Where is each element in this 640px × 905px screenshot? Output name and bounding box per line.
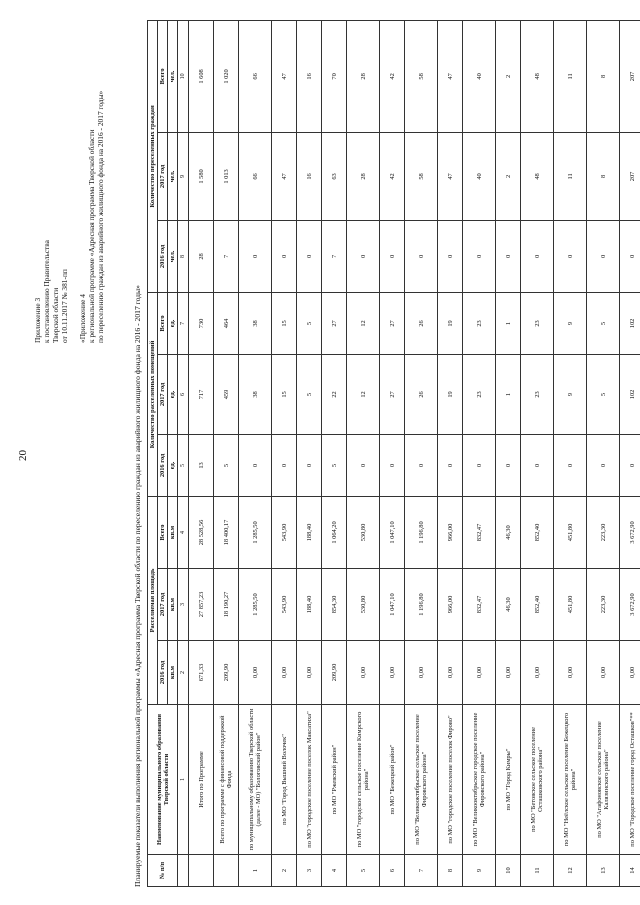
year-2016-header: 2016 год [158, 640, 168, 704]
municipality-cell: по МО "городское сельское поселение Кимрского района" [347, 704, 380, 854]
year-2017-header: 2017 год [158, 354, 168, 434]
value-cell: 26 [405, 292, 438, 354]
index-cell [178, 854, 189, 886]
value-cell: 966,00 [438, 496, 463, 568]
index-cell: 1 [178, 704, 189, 854]
value-cell: 7 [214, 220, 239, 292]
year-2017-header: 2017 год [158, 568, 168, 640]
municipality-cell: Всего по программе с финансовой поддержкой Фонда [214, 704, 239, 854]
municipality-cell: по МО "Городское поселение город Осташков"** [620, 704, 640, 854]
municipality-cell: по МО "Великооктябрьское городское поселение Фировского района" [463, 704, 496, 854]
people-group-header: Количество переселенных граждан [148, 20, 158, 292]
table-row [438, 20, 463, 886]
municipality-cell: Итого по Программе [189, 704, 214, 854]
value-cell: 23 [463, 354, 496, 434]
value-cell: 8 [587, 132, 620, 220]
table-row [297, 20, 322, 886]
value-cell: 12 [347, 354, 380, 434]
value-cell: 1 [496, 292, 521, 354]
value-cell: 5 [322, 434, 347, 496]
row-number-cell: 6 [380, 854, 405, 886]
index-cell: 9 [178, 132, 189, 220]
value-cell: 0,00 [587, 640, 620, 704]
value-cell: 9 [554, 292, 587, 354]
value-cell: 48 [521, 20, 554, 132]
appendix-line: Приложение 3 [33, 297, 42, 343]
table-body [189, 20, 640, 886]
row-number-cell: 1 [239, 854, 272, 886]
row-number-cell: 3 [297, 854, 322, 886]
value-cell: 66 [239, 20, 272, 132]
value-cell: 27 [322, 292, 347, 354]
value-cell: 40 [463, 20, 496, 132]
value-cell: 5 [297, 354, 322, 434]
appendix-line: Тверской области [51, 287, 60, 343]
value-cell: 0 [620, 434, 640, 496]
row-number-cell: 4 [322, 854, 347, 886]
value-cell: 0 [496, 434, 521, 496]
value-cell: 1 047,10 [380, 496, 405, 568]
value-cell: 0 [587, 434, 620, 496]
value-cell: 209,90 [214, 640, 239, 704]
value-cell: 0 [405, 434, 438, 496]
value-cell: 0 [438, 434, 463, 496]
rooms-group-header: Количество расселенных помещений [148, 292, 158, 496]
row-number-cell: 13 [587, 854, 620, 886]
row-number-cell [214, 854, 239, 886]
value-cell: 5 [214, 434, 239, 496]
value-cell: 42 [380, 132, 405, 220]
value-cell: 1 196,80 [405, 568, 438, 640]
value-cell: 0,00 [521, 640, 554, 704]
value-cell: 0 [380, 220, 405, 292]
row-number-cell: 12 [554, 854, 587, 886]
value-cell: 102 [620, 354, 640, 434]
unit-cell: ед. [168, 434, 178, 496]
value-cell: 0 [521, 434, 554, 496]
value-cell: 27 [380, 354, 405, 434]
value-cell: 0 [463, 434, 496, 496]
value-cell: 47 [438, 132, 463, 220]
row-number-cell [189, 854, 214, 886]
value-cell: 0,00 [405, 640, 438, 704]
value-cell: 0,00 [297, 640, 322, 704]
unit-cell: ед. [168, 292, 178, 354]
value-cell: 38 [239, 292, 272, 354]
value-cell: 451,80 [554, 568, 587, 640]
appendix-line: по переселению граждан из аварийного жилищного фонда на 2016 - 2017 годы» [96, 90, 105, 343]
year-2016-header: 2016 год [158, 434, 168, 496]
value-cell: 0,00 [554, 640, 587, 704]
value-cell: 18 400,17 [214, 496, 239, 568]
value-cell: 530,80 [347, 568, 380, 640]
value-cell: 209,90 [322, 640, 347, 704]
value-cell: 19 [438, 354, 463, 434]
value-cell: 9 [554, 354, 587, 434]
value-cell: 47 [272, 20, 297, 132]
value-cell: 1 013 [214, 132, 239, 220]
value-cell: 0 [297, 220, 322, 292]
value-cell: 16 [297, 132, 322, 220]
municipality-cell: по МО "Город Вышний Волочек" [272, 704, 297, 854]
index-cell: 6 [178, 354, 189, 434]
unit-cell: кв.м [168, 496, 178, 568]
row-number-cell: 5 [347, 854, 380, 886]
value-cell: 11 [554, 132, 587, 220]
indicators-table [147, 19, 640, 886]
value-cell: 3 672,90 [620, 496, 640, 568]
index-cell: 3 [178, 568, 189, 640]
page-number: 20 [17, 449, 29, 461]
unit-cell: чел. [168, 220, 178, 292]
value-cell: 854,30 [322, 568, 347, 640]
value-cell: 832,47 [463, 568, 496, 640]
row-number-cell: 2 [272, 854, 297, 886]
table-row [380, 20, 405, 886]
row-number-cell: 14 [620, 854, 640, 886]
total-header: Всего [158, 20, 168, 132]
value-cell: 28 [189, 220, 214, 292]
municipality-cell: по МО "городское поселение поселок Максатиха" [297, 704, 322, 854]
value-cell: 47 [438, 20, 463, 132]
appendix-line: «Приложение 4 [78, 293, 87, 343]
value-cell: 0 [297, 434, 322, 496]
row-number-cell: 10 [496, 854, 521, 886]
value-cell: 3 672,90 [620, 568, 640, 640]
value-cell: 5 [297, 292, 322, 354]
value-cell: 1 285,50 [239, 568, 272, 640]
value-cell: 1 [496, 354, 521, 434]
value-cell: 38 [239, 354, 272, 434]
value-cell: 852,40 [521, 568, 554, 640]
value-cell: 1 196,80 [405, 496, 438, 568]
municipality-cell: по МО "Великооктябрьское сельское поселение Фировского района" [405, 704, 438, 854]
unit-cell: кв.м [168, 640, 178, 704]
year-2016-header: 2016 год [158, 220, 168, 292]
value-cell: 223,30 [587, 568, 620, 640]
row-number-cell: 9 [463, 854, 496, 886]
table-row [214, 20, 239, 886]
value-cell: 2 [496, 20, 521, 132]
value-cell: 0 [272, 220, 297, 292]
header-row-1 [148, 20, 158, 886]
value-cell: 11 [554, 20, 587, 132]
value-cell: 58 [405, 20, 438, 132]
value-cell: 1 608 [189, 20, 214, 132]
value-cell: 464 [214, 292, 239, 354]
value-cell: 832,47 [463, 496, 496, 568]
value-cell: 207 [620, 20, 640, 132]
value-cell: 0 [496, 220, 521, 292]
value-cell: 0,00 [438, 640, 463, 704]
table-row [189, 20, 214, 886]
column-index-row [178, 20, 189, 886]
value-cell: 16 [297, 20, 322, 132]
value-cell: 530,80 [347, 496, 380, 568]
unit-cell: кв.м [168, 568, 178, 640]
total-header: Всего [158, 496, 168, 568]
row-number-cell: 7 [405, 854, 438, 886]
value-cell: 0 [239, 220, 272, 292]
value-cell: 0 [554, 220, 587, 292]
value-cell: 70 [322, 20, 347, 132]
value-cell: 28 528,56 [189, 496, 214, 568]
value-cell: 23 [521, 292, 554, 354]
table-row [463, 20, 496, 886]
value-cell: 0 [272, 434, 297, 496]
value-cell: 28 [347, 20, 380, 132]
table-row [272, 20, 297, 886]
value-cell: 13 [189, 434, 214, 496]
value-cell: 2 [496, 132, 521, 220]
table-row [496, 20, 521, 886]
value-cell: 223,30 [587, 496, 620, 568]
value-cell: 0 [620, 220, 640, 292]
total-header: Всего [158, 292, 168, 354]
value-cell: 1 064,20 [322, 496, 347, 568]
municipality-cell: по МО "Ржевский район" [322, 704, 347, 854]
value-cell: 0 [463, 220, 496, 292]
value-cell: 1 580 [189, 132, 214, 220]
value-cell: 543,90 [272, 568, 297, 640]
index-cell: 2 [178, 640, 189, 704]
value-cell: 12 [347, 292, 380, 354]
appendix-block [33, 90, 105, 342]
value-cell: 40 [463, 132, 496, 220]
table-row [620, 20, 640, 886]
value-cell: 459 [214, 354, 239, 434]
unit-cell: ед. [168, 354, 178, 434]
table-row [347, 20, 380, 886]
value-cell: 852,40 [521, 496, 554, 568]
value-cell: 42 [380, 20, 405, 132]
value-cell: 1 285,50 [239, 496, 272, 568]
value-cell: 0,00 [380, 640, 405, 704]
unit-cell: чел. [168, 132, 178, 220]
value-cell: 19 [438, 292, 463, 354]
value-cell: 0 [380, 434, 405, 496]
value-cell: 102 [620, 292, 640, 354]
value-cell: 15 [272, 354, 297, 434]
table-row [239, 20, 272, 886]
value-cell: 0 [587, 220, 620, 292]
table-row [405, 20, 438, 886]
value-cell: 63 [322, 132, 347, 220]
value-cell: 0 [405, 220, 438, 292]
value-cell: 23 [521, 354, 554, 434]
table-row [587, 20, 620, 886]
table-row [322, 20, 347, 886]
value-cell: 0,00 [239, 640, 272, 704]
col-num-header: № п/п [148, 854, 178, 886]
value-cell: 15 [272, 292, 297, 354]
value-cell: 966,00 [438, 568, 463, 640]
area-group-header: Расселяемая площадь [148, 496, 158, 704]
municipality-cell: по МО "городское поселение поселок Фирово" [438, 704, 463, 854]
index-cell: 5 [178, 434, 189, 496]
value-cell: 0,00 [620, 640, 640, 704]
appendix-line: к региональной программе «Адресная программа Тверской области [87, 128, 96, 343]
row-number-cell: 8 [438, 854, 463, 886]
value-cell: 8 [587, 20, 620, 132]
municipality-cell: по МО "Бетовское сельское поселение Осташковского района" [521, 704, 554, 854]
value-cell: 46,30 [496, 496, 521, 568]
value-cell: 0,00 [347, 640, 380, 704]
value-cell: 7 [322, 220, 347, 292]
appendix-line: к постановлению Правительства [42, 239, 51, 343]
value-cell: 27 [380, 292, 405, 354]
appendix-line: от 10.11.2017 № 381-пп [60, 268, 69, 343]
value-cell: 0 [438, 220, 463, 292]
col-name-header: Наименование муниципального образования Тверской области [148, 704, 178, 854]
value-cell: 717 [189, 354, 214, 434]
value-cell: 0,00 [463, 640, 496, 704]
municipality-cell: по МО "Бежецкий район" [380, 704, 405, 854]
value-cell: 1 047,10 [380, 568, 405, 640]
value-cell: 47 [272, 132, 297, 220]
value-cell: 543,90 [272, 496, 297, 568]
value-cell: 0,00 [496, 640, 521, 704]
municipality-cell: по МО "Агафоновское сельское поселение Калязинского района" [587, 704, 620, 854]
index-cell: 8 [178, 220, 189, 292]
index-cell: 10 [178, 20, 189, 132]
value-cell: 451,80 [554, 496, 587, 568]
value-cell: 66 [239, 132, 272, 220]
value-cell: 671,33 [189, 640, 214, 704]
appendix-line [69, 90, 78, 342]
value-cell: 5 [587, 354, 620, 434]
value-cell: 48 [521, 132, 554, 220]
value-cell: 0 [239, 434, 272, 496]
value-cell: 22 [322, 354, 347, 434]
table-row [521, 20, 554, 886]
index-cell: 7 [178, 292, 189, 354]
value-cell: 18 190,27 [214, 568, 239, 640]
table-row [554, 20, 587, 886]
value-cell: 28 [347, 132, 380, 220]
value-cell: 46,30 [496, 568, 521, 640]
value-cell: 188,40 [297, 496, 322, 568]
document-title: Планируемые показатели выполнения региональной программы «Адресная программа Тверской области по переселению граждан из аварийного жилищного фонда на 2016 - 2017 годы» [133, 284, 142, 887]
value-cell: 0 [521, 220, 554, 292]
value-cell: 27 857,23 [189, 568, 214, 640]
row-number-cell: 11 [521, 854, 554, 886]
value-cell: 730 [189, 292, 214, 354]
municipality-cell: по МО "Неёлское сельское поселение Бежецкого района" [554, 704, 587, 854]
value-cell: 5 [587, 292, 620, 354]
value-cell: 0 [554, 434, 587, 496]
value-cell: 0 [347, 434, 380, 496]
value-cell: 0 [347, 220, 380, 292]
value-cell: 188,40 [297, 568, 322, 640]
value-cell: 23 [463, 292, 496, 354]
index-cell: 4 [178, 496, 189, 568]
year-2017-header: 2017 год [158, 132, 168, 220]
value-cell: 58 [405, 132, 438, 220]
value-cell: 207 [620, 132, 640, 220]
value-cell: 1 020 [214, 20, 239, 132]
municipality-cell: по МО "Город Кимры" [496, 704, 521, 854]
municipality-cell: по муниципальному образованию Тверской области (далее - МО) "Бологовский район" [239, 704, 272, 854]
value-cell: 0,00 [272, 640, 297, 704]
value-cell: 26 [405, 354, 438, 434]
document-sheet [15, 3, 636, 903]
unit-cell: чел. [168, 20, 178, 132]
